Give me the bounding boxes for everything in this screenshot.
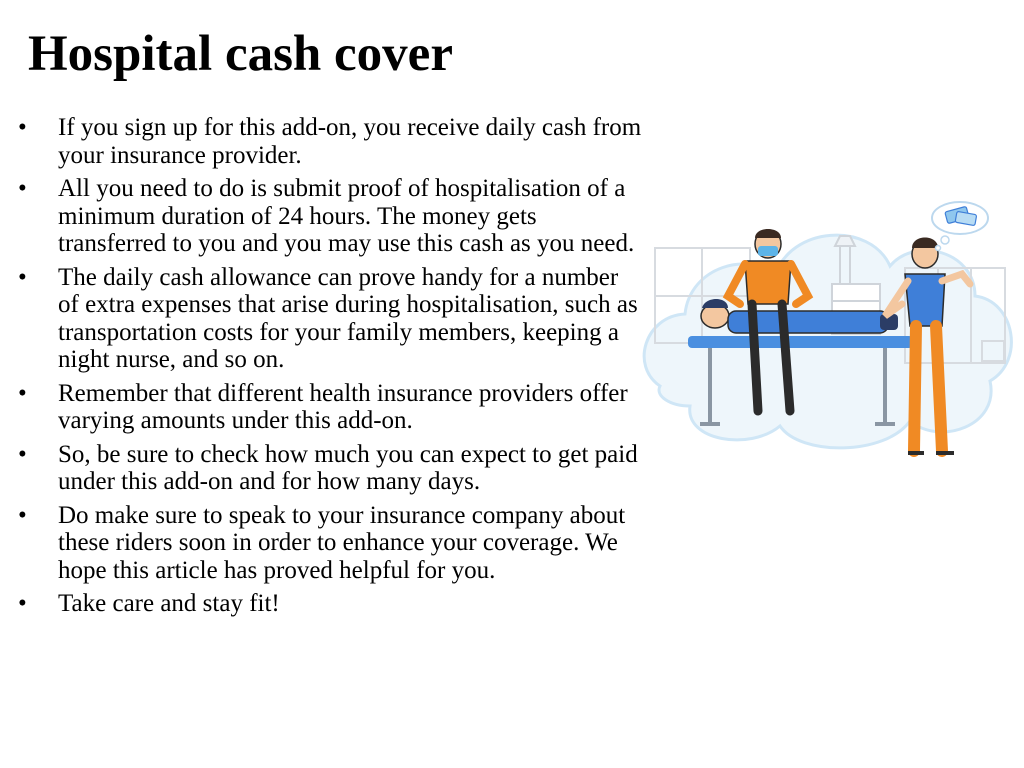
bullet-dot: • — [18, 114, 27, 141]
bullet-dot: • — [18, 175, 27, 202]
bullet-dot: • — [18, 501, 27, 529]
bullet-text: So, be sure to check how much you can expect to get paid under this add-on and for how many days. — [58, 440, 638, 495]
bullet-text: All you need to do is submit proof of hospitalisation of a minimum duration of 24 hours. The money gets transferred to you and you may use this cash as you need. — [58, 175, 635, 257]
bullet-text: Do make sure to speak to your insurance company about these riders soon in order to enhance your coverage. We hope this article has proved helpful for you. — [58, 501, 626, 584]
bullet-dot: • — [18, 263, 27, 291]
list-item — [18, 175, 643, 258]
bullet-dot: • — [18, 590, 27, 617]
bullet-dot: • — [18, 379, 27, 407]
bullet-list — [18, 114, 643, 624]
list-item — [18, 590, 643, 618]
bullet-dot: • — [18, 440, 27, 468]
list-item — [18, 502, 643, 585]
list-item — [18, 441, 643, 496]
list-item — [18, 114, 643, 169]
slide-title: Hospital cash cover — [28, 26, 453, 82]
list-item — [18, 380, 643, 435]
bullet-text: If you sign up for this add-on, you receive daily cash from your insurance provider. — [58, 114, 642, 169]
list-item — [18, 264, 643, 374]
bullet-text: The daily cash allowance can prove handy for a number of extra expenses that arise during hospitalisation, such as transportation costs for your family members, keeping a night nurse, and so on. — [58, 263, 638, 373]
bullet-text: Take care and stay fit! — [58, 590, 280, 617]
bullet-text: Remember that different health insurance providers offer varying amounts under this add-on. — [58, 379, 628, 434]
hospital-illustration — [640, 196, 1020, 471]
